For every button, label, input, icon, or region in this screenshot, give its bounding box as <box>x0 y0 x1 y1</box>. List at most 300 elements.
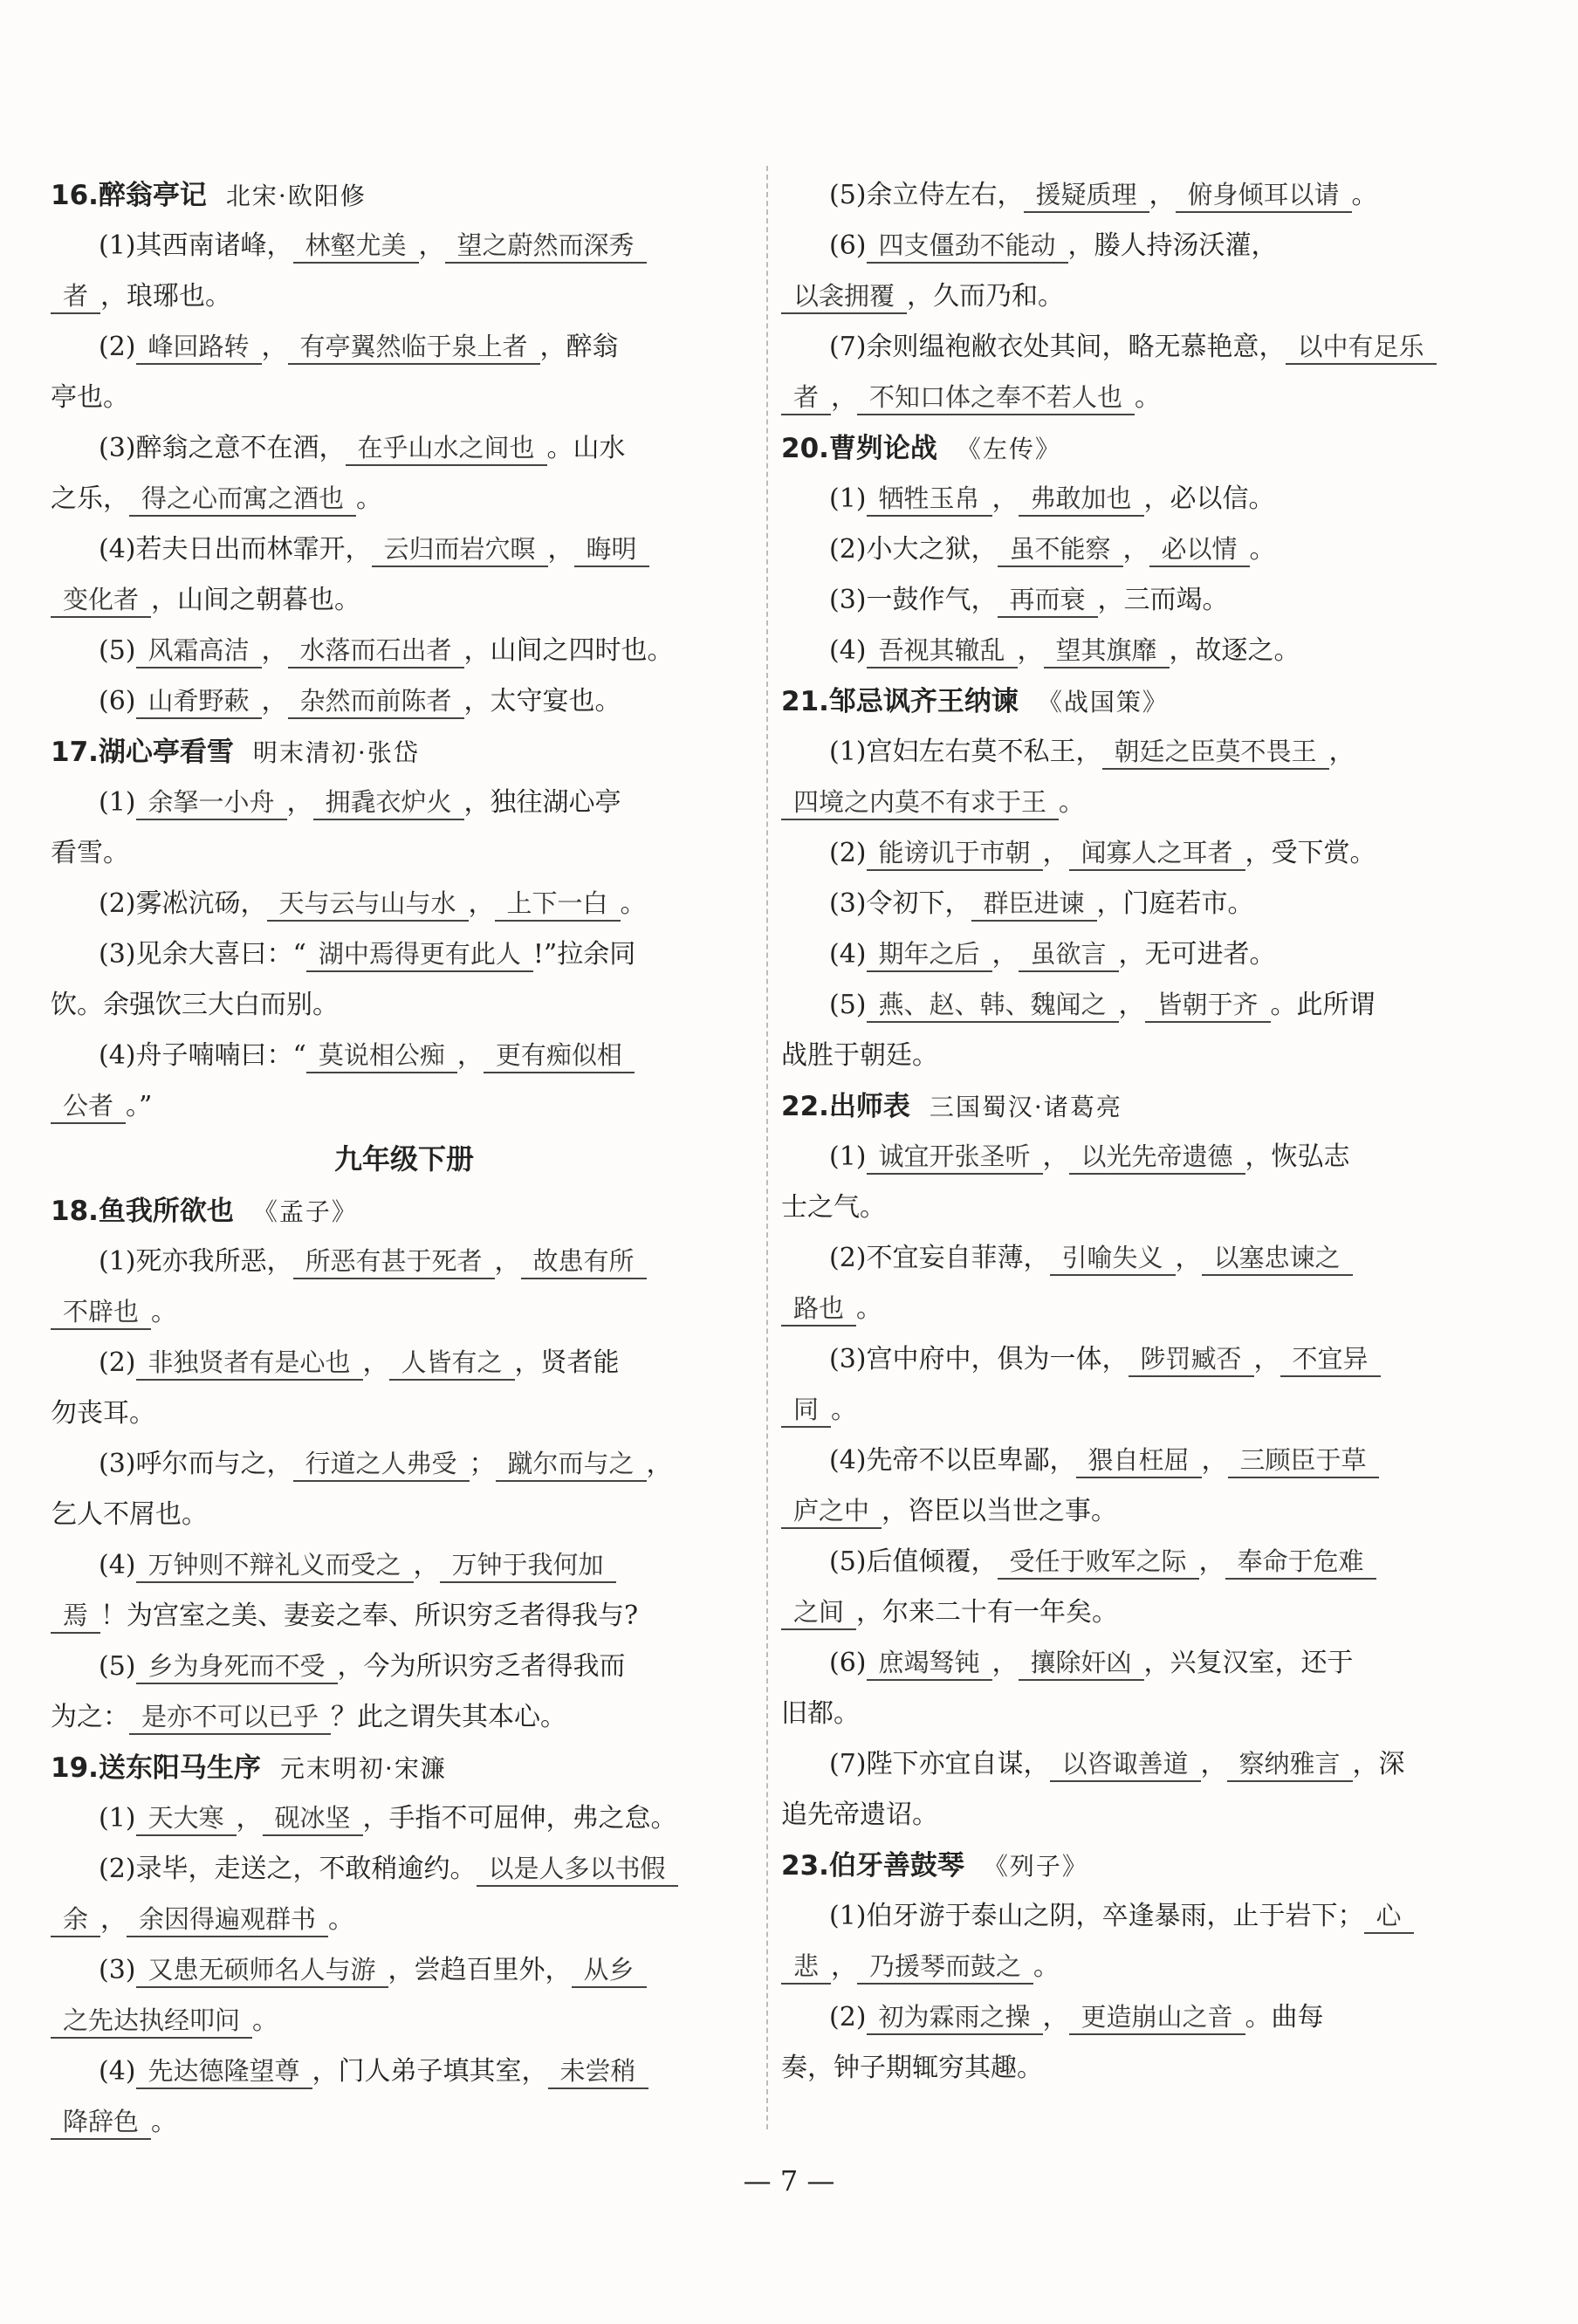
answer-blank: 以是人多以书假 <box>477 1852 678 1887</box>
answer-blank: 天大寒 <box>136 1801 237 1836</box>
prompt-text: (1)其西南诸峰， <box>99 230 293 261</box>
prompt-text: 。 <box>1033 1951 1060 1982</box>
prompt-text: ， <box>1118 990 1145 1020</box>
answer-blank: 奉命于危难 <box>1225 1545 1376 1580</box>
question-line <box>781 1334 1488 1385</box>
prompt-text: (1)伯牙游于泰山之阴，卒逢暴雨，止于岩下； <box>829 1901 1364 1931</box>
prompt-text: (7)陛下亦宜自谋， <box>829 1749 1050 1779</box>
answer-blank: 水落而石出者 <box>288 634 464 668</box>
prompt-text: (4) <box>829 939 867 970</box>
section-author: 北宋·欧阳修 <box>225 182 367 210</box>
answer-blank: 故患有所 <box>521 1244 647 1279</box>
prompt-text: (1) <box>99 1803 136 1834</box>
question-line <box>51 1338 758 1388</box>
prompt-text: 。 <box>620 888 647 919</box>
continuation-line <box>51 1895 758 1945</box>
continuation-line <box>51 828 758 879</box>
answer-blank: 以衾拥覆 <box>781 279 907 314</box>
prompt-text: ，深 <box>1352 1749 1405 1779</box>
prompt-text: (3)一鼓作气， <box>829 585 998 615</box>
continuation-line <box>781 1689 1488 1739</box>
continuation-line <box>781 1790 1488 1841</box>
prompt-text: ， <box>413 1550 440 1580</box>
prompt-text: 勿丧耳。 <box>51 1398 155 1429</box>
prompt-text: ， <box>261 332 288 362</box>
continuation-line <box>51 980 758 1031</box>
prompt-text: ，手指不可屈伸，弗之怠。 <box>362 1803 677 1834</box>
question-line <box>51 1793 758 1844</box>
prompt-text: ， <box>286 787 313 818</box>
prompt-text: 。 <box>856 1293 883 1324</box>
prompt-text: 乞人不屑也。 <box>51 1499 208 1530</box>
continuation-line <box>781 1183 1488 1233</box>
answer-blank: 公者 <box>51 1089 126 1124</box>
prompt-text: ， <box>1175 1243 1202 1273</box>
answer-blank: 不辟也 <box>51 1295 151 1330</box>
prompt-text: (5)余立侍左右， <box>829 180 1024 210</box>
prompt-text: (5) <box>99 1651 136 1682</box>
section-heading <box>51 1186 758 1237</box>
answer-blank: 拥毳衣炉火 <box>313 785 464 820</box>
question-line <box>781 221 1488 271</box>
answer-blank: 之间 <box>781 1595 856 1630</box>
question-line <box>781 1992 1488 2043</box>
section-title: 伯牙善鼓琴 <box>828 1850 964 1882</box>
prompt-text: 士之气。 <box>781 1192 886 1223</box>
answer-blank: 非独贤者有是心也 <box>136 1346 363 1381</box>
prompt-text: ，恢弘志 <box>1245 1141 1350 1172</box>
prompt-text: (2) <box>829 838 867 868</box>
prompt-text: ，今为所识穷乏者得我而 <box>337 1651 626 1682</box>
answer-blank: 弗敢加也 <box>1019 482 1144 517</box>
prompt-text: 为之： <box>51 1702 129 1732</box>
answer-blank: 同 <box>781 1393 831 1428</box>
prompt-text: ， <box>1042 2002 1069 2033</box>
prompt-text: ，媵人持汤沃灌， <box>1067 230 1278 261</box>
question-line <box>781 1739 1488 1790</box>
answer-blank: 悲 <box>781 1950 831 1985</box>
question-line <box>781 727 1488 778</box>
prompt-text: (4) <box>99 1550 136 1580</box>
prompt-text: (1)死亦我所恶， <box>99 1246 293 1277</box>
answer-blank: 山肴野蔌 <box>136 684 262 719</box>
question-line <box>781 524 1488 575</box>
prompt-text: (1) <box>829 483 867 514</box>
section-title: 鱼我所欲也 <box>98 1196 234 1227</box>
section-author: 《战国策》 <box>1037 688 1169 716</box>
section-title: 曹刿论战 <box>828 433 937 464</box>
answer-blank: 有亭翼然临于泉上者 <box>288 330 540 365</box>
answer-blank: 万钟则不辩礼义而受之 <box>136 1548 414 1583</box>
answer-blank: 余拏一小舟 <box>136 785 287 820</box>
prompt-text: (6) <box>829 230 867 261</box>
prompt-text: (3)呼尔而与之， <box>99 1449 293 1479</box>
answer-blank: 又患无硕师名人与游 <box>136 1953 388 1988</box>
answer-blank: 先达德隆望尊 <box>136 2054 312 2089</box>
prompt-text: (3)醉翁之意不在酒， <box>99 433 346 463</box>
prompt-text: ， <box>991 483 1019 514</box>
prompt-text: (3) <box>99 1955 136 1985</box>
answer-blank: 皆朝于齐 <box>1145 988 1271 1023</box>
answer-blank: 是亦不可以已乎 <box>129 1700 331 1735</box>
prompt-text: ； <box>469 1449 496 1479</box>
prompt-text: ，久而乃和。 <box>907 281 1065 312</box>
question-line <box>51 778 758 828</box>
prompt-text: ，独往湖心亭 <box>463 787 621 818</box>
prompt-text: ， <box>468 888 495 919</box>
answer-blank: 初为霖雨之操 <box>867 2000 1043 2035</box>
prompt-text: ， <box>1200 1749 1227 1779</box>
section-number: 22. <box>781 1091 829 1122</box>
section-author: 三国蜀汉·诸葛亮 <box>929 1093 1122 1121</box>
prompt-text: ， <box>1198 1546 1225 1577</box>
continuation-line <box>51 1081 758 1132</box>
section-number: 17. <box>51 737 99 768</box>
prompt-text: ，无可进者。 <box>1118 939 1276 970</box>
prompt-text: ，必以信。 <box>1143 483 1275 514</box>
answer-blank: 虽不能察 <box>998 532 1123 567</box>
prompt-text: ， <box>362 1347 389 1378</box>
continuation-line <box>781 1587 1488 1638</box>
prompt-text: ， <box>1328 737 1355 767</box>
section-heading <box>781 1081 1488 1132</box>
prompt-text: 。曲每 <box>1245 2002 1324 2033</box>
answer-blank: 者 <box>51 279 100 314</box>
answer-blank: 牺牲玉帛 <box>867 482 992 517</box>
prompt-text: ，门人弟子填其室， <box>312 2056 548 2087</box>
left-column <box>51 170 758 2148</box>
answer-blank: 燕、赵、韩、魏闻之 <box>867 988 1119 1023</box>
answer-blank: 万钟于我何加 <box>440 1548 616 1583</box>
answer-blank: 攘除奸凶 <box>1019 1646 1144 1681</box>
answer-blank: 庶竭驽钝 <box>867 1646 992 1681</box>
section-title: 邹忌讽齐王纳谏 <box>828 686 1019 717</box>
section-author: 元末明初·宋濂 <box>279 1754 447 1783</box>
prompt-text: 奏，钟子期辄穷其趣。 <box>781 2053 1043 2083</box>
prompt-text: ， <box>1017 635 1044 666</box>
answer-blank: 四支僵劲不能动 <box>867 229 1068 264</box>
prompt-text: (4)若夫日出而林霏开， <box>99 534 372 565</box>
volume-heading: 九年级下册 <box>333 1142 474 1176</box>
question-line <box>51 626 758 676</box>
prompt-text: ， <box>646 1449 673 1479</box>
answer-blank: 庐之中 <box>781 1494 882 1529</box>
prompt-text: 饮。余强饮三大白而别。 <box>51 990 339 1020</box>
answer-blank: 路也 <box>781 1292 856 1327</box>
answer-blank: 三顾臣于草 <box>1228 1443 1379 1478</box>
section-heading <box>781 423 1488 474</box>
prompt-text: 。 <box>151 1297 178 1327</box>
prompt-text: ， <box>456 1040 484 1071</box>
section-title: 送东阳马生序 <box>98 1752 261 1784</box>
continuation-line <box>781 373 1488 423</box>
prompt-text: (4)舟子喃喃曰：“ <box>99 1040 306 1071</box>
prompt-text: !”拉余同 <box>532 939 636 970</box>
section-author: 《左传》 <box>956 435 1061 463</box>
prompt-text: ，琅琊也。 <box>100 281 232 312</box>
section-heading <box>51 170 758 221</box>
prompt-text: (2)不宜妄自菲薄， <box>829 1243 1050 1273</box>
prompt-text: (2)小大之狱， <box>829 534 998 565</box>
answer-blank: 期年之后 <box>867 937 992 972</box>
answer-blank: 望其旗靡 <box>1044 634 1170 668</box>
continuation-line <box>51 2097 758 2148</box>
answer-blank: 上下一白 <box>495 887 621 922</box>
question-line <box>781 1436 1488 1486</box>
question-line <box>781 626 1488 676</box>
question-line <box>51 2046 758 2097</box>
answer-blank: 乡为身死而不受 <box>136 1649 338 1684</box>
section-title: 湖心亭看雪 <box>98 737 234 768</box>
prompt-text: ， <box>261 686 288 716</box>
continuation-line <box>51 271 758 322</box>
right-column <box>781 170 1488 2094</box>
section-number: 20. <box>781 433 829 464</box>
answer-blank: 群臣进谏 <box>971 887 1097 922</box>
prompt-text: ，贤者能 <box>514 1347 620 1378</box>
question-line <box>781 575 1488 626</box>
prompt-text: (6) <box>99 686 136 716</box>
prompt-text: ， <box>1149 180 1176 210</box>
answer-blank: 援疑质理 <box>1024 178 1149 213</box>
prompt-text: 看雪。 <box>51 838 129 868</box>
answer-blank: 余因得遍观群书 <box>127 1902 328 1937</box>
continuation-line <box>781 1284 1488 1334</box>
continuation-line <box>781 1385 1488 1436</box>
prompt-text: (2)录毕，走送之，不敢稍逾约。 <box>99 1854 477 1884</box>
prompt-text: ， <box>418 230 445 261</box>
question-line <box>51 676 758 727</box>
answer-blank: 乃援琴而鼓之 <box>857 1950 1033 1985</box>
prompt-text: ，兴复汉室，还于 <box>1143 1648 1354 1678</box>
prompt-text: ， <box>100 1904 127 1935</box>
prompt-text: 旧都。 <box>781 1698 860 1729</box>
prompt-text: 。 <box>328 1904 355 1935</box>
question-line <box>51 524 758 575</box>
answer-blank: 风霜高洁 <box>136 634 262 668</box>
answer-blank: 林壑尤美 <box>293 229 419 264</box>
section-heading <box>781 676 1488 727</box>
answer-blank: 望之蔚然而深秀 <box>445 229 647 264</box>
question-line <box>51 1237 758 1287</box>
answer-blank: 更造崩山之音 <box>1069 2000 1245 2035</box>
answer-blank: 得之心而寓之酒也 <box>129 482 356 517</box>
prompt-text: (7)余则缊袍敝衣处其间，略无慕艳意， <box>829 332 1286 362</box>
continuation-line <box>781 1942 1488 1992</box>
question-line <box>51 1031 758 1081</box>
answer-blank: 闻寡人之耳者 <box>1069 836 1245 871</box>
prompt-text: (1) <box>829 1141 867 1172</box>
answer-blank: 能谤讥于市朝 <box>867 836 1043 871</box>
prompt-text: 。 <box>1059 787 1086 818</box>
answer-blank: 云归而岩穴暝 <box>372 532 548 567</box>
question-line <box>781 1233 1488 1284</box>
section-author: 《列子》 <box>983 1852 1088 1881</box>
answer-blank: 莫说相公痴 <box>306 1039 457 1073</box>
answer-blank: 更有痴似相 <box>484 1039 635 1073</box>
answer-blank: 察纳雅言 <box>1227 1747 1353 1782</box>
prompt-text: (2) <box>99 332 136 362</box>
prompt-text: ， <box>1042 1141 1069 1172</box>
answer-blank: 峰回路转 <box>136 330 262 365</box>
answer-blank: 诚宜开张圣听 <box>867 1140 1043 1175</box>
prompt-text: (5) <box>829 990 867 1020</box>
section-number: 18. <box>51 1196 99 1227</box>
question-line <box>51 1642 758 1692</box>
answer-blank: 变化者 <box>51 583 151 618</box>
answer-blank: 不宜异 <box>1280 1342 1381 1377</box>
answer-blank: 湖中焉得更有此人 <box>306 937 533 972</box>
answer-blank: 降辞色 <box>51 2105 151 2140</box>
prompt-text: ， <box>991 1648 1019 1678</box>
section-heading <box>51 1743 758 1793</box>
answer-blank: 猥自枉屈 <box>1076 1443 1202 1478</box>
prompt-text: 之乐， <box>51 483 129 514</box>
prompt-text: ，咨臣以当世之事。 <box>882 1496 1118 1526</box>
prompt-text: 。 <box>252 2005 279 2036</box>
prompt-text: 。此所谓 <box>1270 990 1376 1020</box>
continuation-line <box>51 575 758 626</box>
continuation-line <box>51 1692 758 1743</box>
prompt-text: 。” <box>126 1091 153 1121</box>
continuation-line <box>781 271 1488 322</box>
section-heading <box>781 1841 1488 1891</box>
prompt-text: (5) <box>99 635 136 666</box>
prompt-text: 战胜于朝廷。 <box>781 1040 938 1071</box>
prompt-text: 。 <box>356 483 383 514</box>
answer-blank: 以中有足乐 <box>1286 330 1437 365</box>
prompt-text: 亭也。 <box>51 382 129 413</box>
answer-blank: 从乡 <box>572 1953 647 1988</box>
prompt-text: 。 <box>151 2107 178 2137</box>
prompt-text: (2)雾凇沆砀， <box>99 888 267 919</box>
continuation-line <box>781 778 1488 828</box>
section-author: 明末清初·张岱 <box>252 738 420 767</box>
answer-blank: 陟罚臧否 <box>1129 1342 1254 1377</box>
answer-blank: 以塞忠谏之 <box>1202 1241 1353 1276</box>
prompt-text: ，尔来二十有一年矣。 <box>856 1597 1119 1628</box>
prompt-text: ， <box>494 1246 521 1277</box>
answer-blank: 心 <box>1364 1899 1414 1934</box>
question-line <box>781 170 1488 221</box>
prompt-text: 。 <box>1135 382 1162 413</box>
section-number: 21. <box>781 686 829 717</box>
question-line <box>51 1439 758 1490</box>
prompt-text: (2) <box>829 2002 867 2033</box>
prompt-text: (4) <box>99 2056 136 2087</box>
answer-blank: 受任于败军之际 <box>998 1545 1199 1580</box>
prompt-text: 。山水 <box>546 433 626 463</box>
question-line <box>51 1844 758 1895</box>
section-title: 醉翁亭记 <box>98 180 207 211</box>
prompt-text: (3)宫中府中，俱为一体， <box>829 1344 1129 1375</box>
answer-blank: 必以情 <box>1149 532 1250 567</box>
continuation-line <box>51 373 758 423</box>
prompt-text: (1)宫妇左右莫不私王， <box>829 737 1102 767</box>
prompt-text: (3)见余大喜曰：“ <box>99 939 306 970</box>
prompt-text: ， <box>261 635 288 666</box>
prompt-text: ， <box>1042 838 1069 868</box>
answer-blank: 朝廷之臣莫不畏王 <box>1102 735 1329 770</box>
prompt-text: ，山间之朝暮也。 <box>151 585 361 615</box>
prompt-text: ，门庭若市。 <box>1096 888 1254 919</box>
section-title: 出师表 <box>828 1091 910 1122</box>
answer-blank: 之先达执经叩问 <box>51 2004 252 2039</box>
question-line <box>51 1540 758 1591</box>
section-author: 《孟子》 <box>252 1197 358 1226</box>
continuation-line <box>781 1031 1488 1081</box>
prompt-text: 。 <box>1249 534 1276 565</box>
prompt-text: (2) <box>99 1347 136 1378</box>
question-line <box>781 879 1488 929</box>
answer-blank: 不知口体之奉不若人也 <box>857 380 1135 415</box>
continuation-line <box>51 1287 758 1338</box>
prompt-text: ， <box>831 382 858 413</box>
question-line <box>51 423 758 474</box>
continuation-line <box>51 474 758 524</box>
section-number: 19. <box>51 1752 99 1784</box>
answer-blank: 人皆有之 <box>389 1346 515 1381</box>
question-line <box>781 1891 1488 1942</box>
question-line <box>51 322 758 373</box>
prompt-text: ，太守宴也。 <box>463 686 621 716</box>
answer-blank: 以光先帝遗德 <box>1069 1140 1245 1175</box>
prompt-text: (3)令初下， <box>829 888 971 919</box>
prompt-text: ，山间之四时也。 <box>463 635 674 666</box>
question-line <box>51 929 758 980</box>
question-line <box>781 980 1488 1031</box>
answer-blank: 晦明 <box>574 532 649 567</box>
page-number: — 7 — <box>743 2164 835 2197</box>
question-line <box>51 879 758 929</box>
answer-blank: 行道之人弗受 <box>293 1447 470 1482</box>
column-divider <box>766 166 768 2129</box>
continuation-line <box>51 1996 758 2046</box>
section-number: 16. <box>51 180 99 211</box>
answer-blank: 四境之内莫不有求于王 <box>781 785 1059 820</box>
answer-blank: 吾视其辙乱 <box>867 634 1018 668</box>
question-line <box>781 929 1488 980</box>
answer-blank: 俯身倾耳以请 <box>1176 178 1352 213</box>
section-number: 23. <box>781 1850 829 1882</box>
prompt-text: 。 <box>831 1395 858 1425</box>
question-line <box>781 474 1488 524</box>
question-line <box>51 221 758 271</box>
prompt-text: 。 <box>1351 180 1378 210</box>
prompt-text: ？此之谓失其本心。 <box>331 1702 567 1732</box>
prompt-text: ， <box>236 1803 263 1834</box>
section-heading <box>51 727 758 778</box>
answer-blank: 焉 <box>51 1599 100 1634</box>
prompt-text: (4)先帝不以臣卑鄙， <box>829 1445 1076 1476</box>
prompt-text: ！为宫室之美、妻妾之奉、所识穷乏者得我与? <box>100 1601 639 1631</box>
answer-blank: 虽欲言 <box>1019 937 1119 972</box>
question-line <box>781 828 1488 879</box>
prompt-text: (4) <box>829 635 867 666</box>
prompt-text: ，受下赏。 <box>1245 838 1376 868</box>
prompt-text: ， <box>831 1951 858 1982</box>
answer-blank: 天与云与山与水 <box>267 887 469 922</box>
prompt-text: ，醉翁 <box>539 332 619 362</box>
question-line <box>781 1638 1488 1689</box>
answer-blank: 引喻失义 <box>1050 1241 1176 1276</box>
answer-blank: 以咨诹善道 <box>1050 1747 1201 1782</box>
answer-blank: 未尝稍 <box>548 2054 648 2089</box>
prompt-text: ，尝趋百里外， <box>388 1955 572 1985</box>
question-line <box>781 1537 1488 1587</box>
prompt-text: (1) <box>99 787 136 818</box>
answer-blank: 蹴尔而与之 <box>496 1447 647 1482</box>
